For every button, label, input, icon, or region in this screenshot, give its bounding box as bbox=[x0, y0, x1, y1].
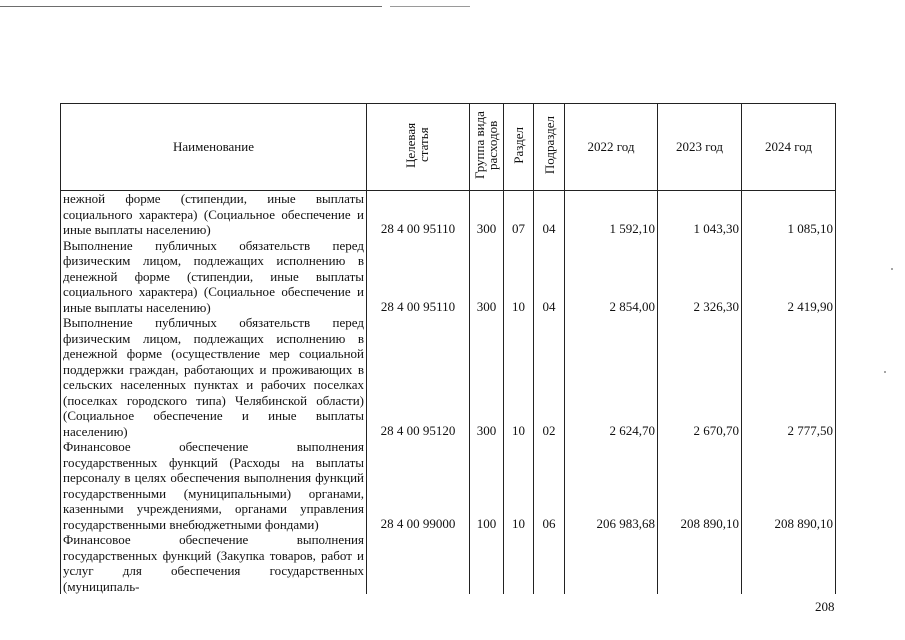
page-number: 208 bbox=[815, 599, 835, 614]
row-section: 10 bbox=[504, 439, 534, 532]
row-2024 bbox=[742, 532, 836, 594]
row-subsection: 06 bbox=[534, 439, 565, 532]
table-row bbox=[61, 238, 836, 316]
row-target: 28 4 00 95120 bbox=[367, 315, 470, 439]
row-target: 28 4 00 95110 bbox=[367, 238, 470, 316]
row-2023: 2 670,70 bbox=[658, 315, 742, 439]
row-subsection: 02 bbox=[534, 315, 565, 439]
row-2023: 208 890,10 bbox=[658, 439, 742, 532]
header-name: Наименование bbox=[61, 104, 367, 191]
row-group bbox=[470, 532, 504, 594]
header-section-label: Раздел bbox=[511, 126, 526, 164]
row-target: 28 4 00 95110 bbox=[367, 191, 470, 238]
header-2023: 2023 год bbox=[658, 104, 742, 191]
row-name: Финансовое обеспечение выполнения государственных функций (Закупка товаров, работ и услуг для обеспечения государственных (муниципаль- bbox=[61, 532, 367, 594]
header-subsection-label: Подраздел bbox=[541, 115, 557, 175]
row-target: 28 4 00 99000 bbox=[367, 439, 470, 532]
header-target bbox=[367, 104, 470, 191]
row-2023: 2 326,30 bbox=[658, 238, 742, 316]
row-group: 300 bbox=[470, 238, 504, 316]
row-2024: 2 777,50 bbox=[742, 315, 836, 439]
table-header-row bbox=[61, 104, 836, 191]
row-subsection: 04 bbox=[534, 238, 565, 316]
row-subsection bbox=[534, 532, 565, 594]
row-name: Выполнение публичных обязательств перед физическим лицом, подлежащих исполнению в денежной форме (стипендии, иные выплаты социального характера) (Социальное обеспечение и иные выплаты населению) bbox=[61, 238, 367, 316]
scan-artifact-line bbox=[0, 6, 382, 7]
row-group: 300 bbox=[470, 191, 504, 238]
row-2024: 208 890,10 bbox=[742, 439, 836, 532]
header-section bbox=[504, 104, 534, 191]
row-subsection: 04 bbox=[534, 191, 565, 238]
row-2024: 2 419,90 bbox=[742, 238, 836, 316]
row-group: 300 bbox=[470, 315, 504, 439]
row-2022 bbox=[565, 532, 658, 594]
header-2024: 2024 год bbox=[742, 104, 836, 191]
header-group-label: Группа вида расходов bbox=[471, 111, 500, 179]
header-2022: 2022 год bbox=[565, 104, 658, 191]
budget-table bbox=[60, 103, 836, 594]
row-section: 10 bbox=[504, 238, 534, 316]
row-section: 10 bbox=[504, 315, 534, 439]
header-target-label: Целевая статья bbox=[403, 122, 431, 168]
table-row bbox=[61, 191, 836, 238]
row-name: Выполнение публичных обязательств перед физическим лицом, подлежащих исполнению в денежной форме (осуществление мер социальной поддержки граждан, работающих и проживающих в сельских населенных пунктах и рабочих поселках (поселках городского типа) Челябинской области) (Социальное обеспечение и иные выплаты населению) bbox=[61, 315, 367, 439]
row-2023 bbox=[658, 532, 742, 594]
table-row bbox=[61, 439, 836, 532]
scan-artifact-dot bbox=[884, 371, 886, 373]
row-2022: 2 854,00 bbox=[565, 238, 658, 316]
row-name: Финансовое обеспечение выполнения государственных функций (Расходы на выплаты персоналу в целях обеспечения выполнения функций государственными (муниципальными) органами, казенными учреждениями, органами управления государственными внебюджетными фондами) bbox=[61, 439, 367, 532]
row-2022: 1 592,10 bbox=[565, 191, 658, 238]
row-target bbox=[367, 532, 470, 594]
row-2023: 1 043,30 bbox=[658, 191, 742, 238]
row-2022: 206 983,68 bbox=[565, 439, 658, 532]
scan-artifact-line bbox=[390, 6, 470, 7]
row-section bbox=[504, 532, 534, 594]
table-row bbox=[61, 532, 836, 594]
row-group: 100 bbox=[470, 439, 504, 532]
row-name: нежной форме (стипендии, иные выплаты социального характера) (Социальное обеспечение и иные выплаты населению) bbox=[61, 191, 367, 238]
header-subsection bbox=[534, 104, 565, 191]
table-row bbox=[61, 315, 836, 439]
row-section: 07 bbox=[504, 191, 534, 238]
header-group bbox=[470, 104, 504, 191]
scan-artifact-dot bbox=[891, 268, 893, 270]
row-2024: 1 085,10 bbox=[742, 191, 836, 238]
row-2022: 2 624,70 bbox=[565, 315, 658, 439]
